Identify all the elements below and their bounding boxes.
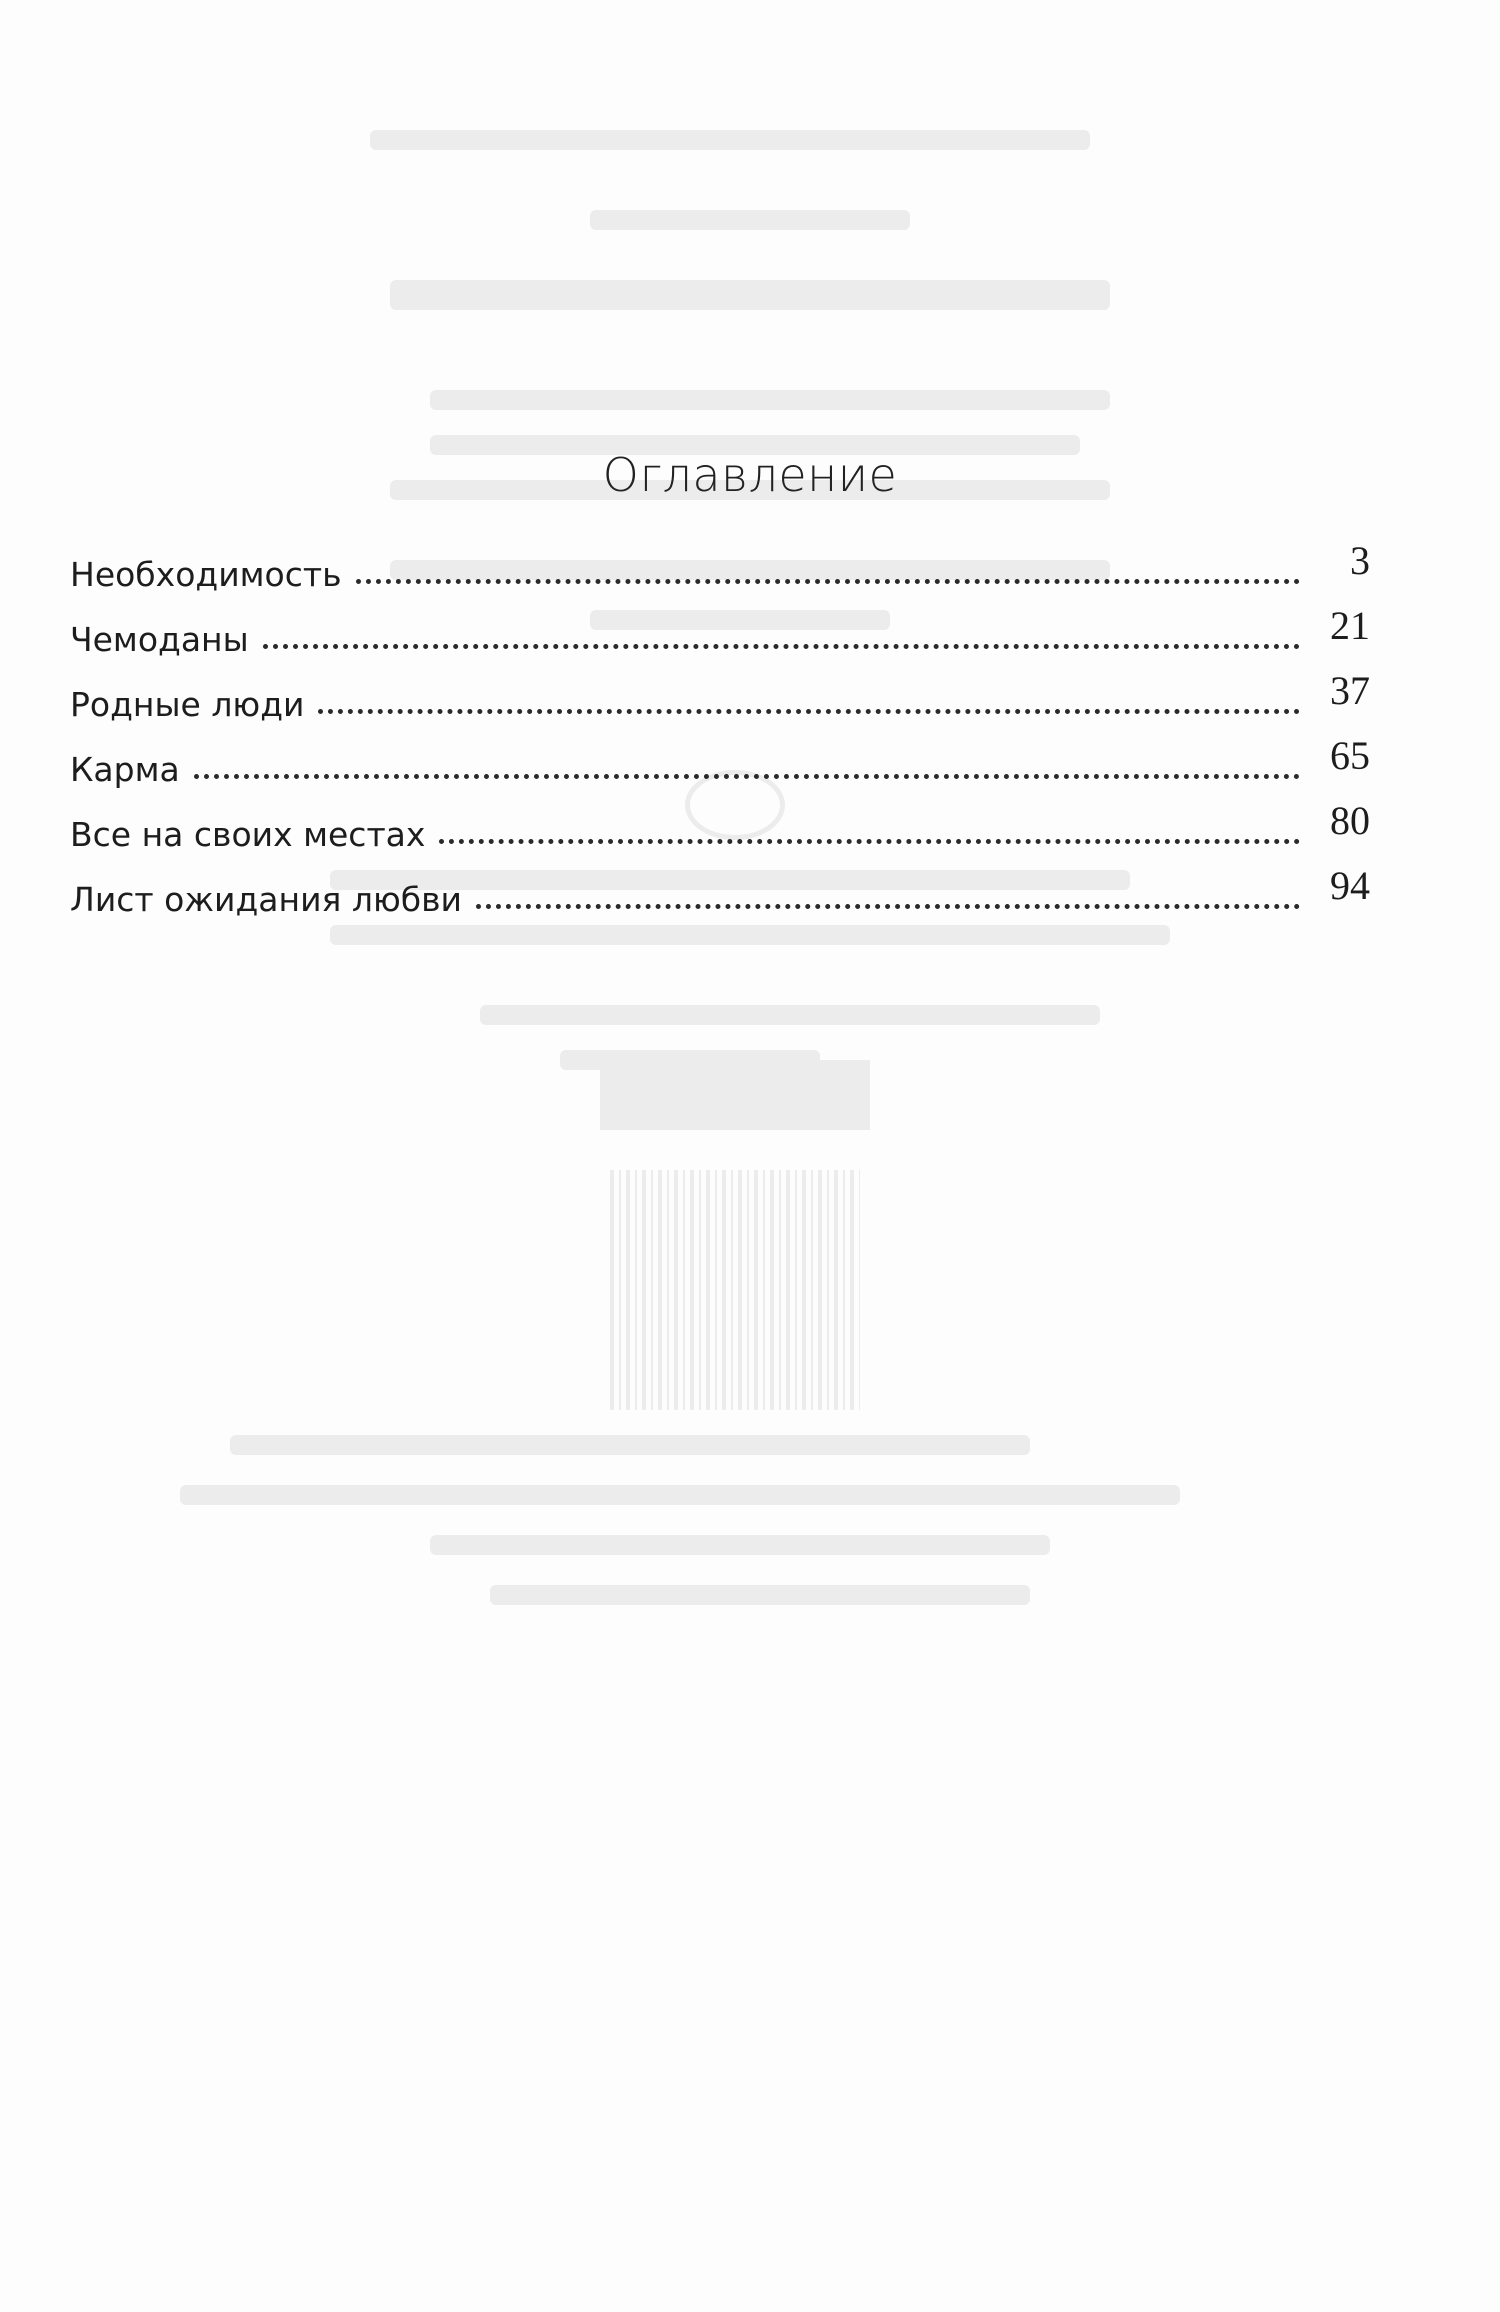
toc-page-number: 21 [1330,603,1370,648]
toc-row [70,863,1370,945]
page-title: Оглавление [602,448,898,502]
toc-entry-label: Чемоданы [70,620,249,659]
toc-entry-label: Все на своих местах [70,815,426,854]
dot-leader [356,579,1300,584]
toc-row [70,733,1370,815]
toc-page-number: 3 [1350,538,1370,583]
toc-entry-label: Лист ожидания любви [70,880,463,919]
toc-row [70,668,1370,750]
toc-row [70,538,1370,620]
dot-leader [263,644,1300,649]
dot-leader [476,904,1300,909]
toc-page-number: 80 [1330,798,1370,843]
toc-entry-label: Родные люди [70,685,305,724]
toc-entry-label: Необходимость [70,555,342,594]
dot-leader [439,839,1300,844]
table-of-contents [70,538,1370,945]
dot-leader [194,774,1300,779]
toc-entry-label: Карма [70,750,180,789]
toc-row [70,798,1370,880]
toc-page-number: 94 [1330,863,1370,908]
toc-page-number: 37 [1330,668,1370,713]
toc-page-number: 65 [1330,733,1370,778]
dot-leader [318,709,1300,714]
toc-row [70,603,1370,685]
